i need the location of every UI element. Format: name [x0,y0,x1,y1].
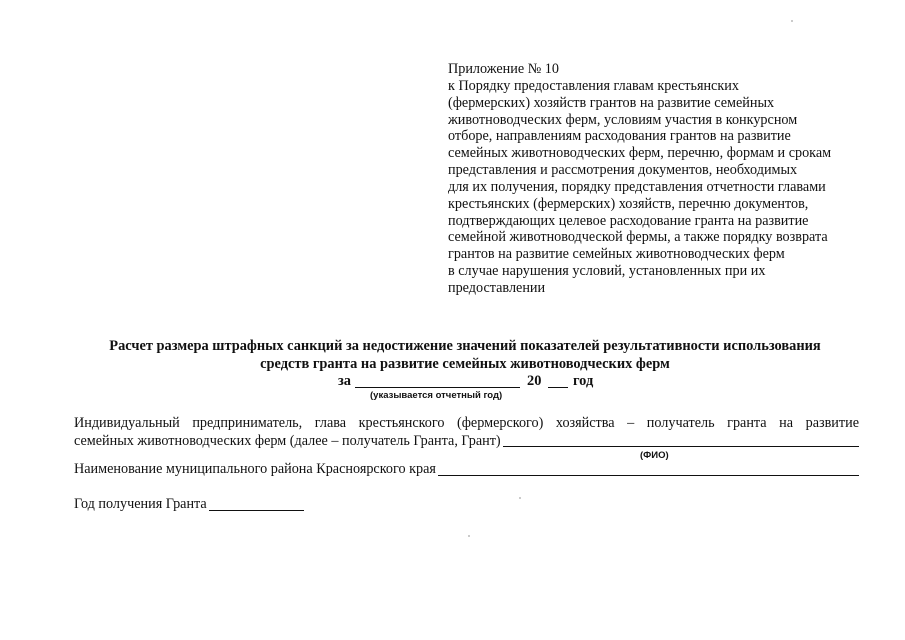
title-line-2: средств гранта на развитие семейных животноводческих ферм [260,355,670,372]
grant-year-label: Год получения Гранта [74,496,207,512]
appendix-line: к Порядку предоставления главам крестьянских [448,77,739,94]
document-title [60,338,870,373]
appendix-line: отборе, направлениям расходования грантов на развитие [448,128,791,145]
grant-year-section [74,496,304,514]
district-section [74,461,859,479]
recipient-line-1: Индивидуальный предприниматель, глава крестьянского (фермерского) хозяйства – получатель гранта на развитие [74,415,859,431]
appendix-line: крестьянских (фермерских) хозяйств, перечню документов, [448,195,809,212]
appendix-line: предоставлении [448,279,546,296]
appendix-line: в случае нарушения условий, установленных при их [448,263,766,280]
district-label: Наименование муниципального района Красноярского края [74,461,436,477]
appendix-line: для их получения, порядку представления отчетности главами [448,178,826,195]
recipient-name-field[interactable] [503,445,859,447]
title-line-1: Расчет размера штрафных санкций за недостижение значений показателей результативности использования [109,338,821,354]
appendix-line: подтверждающих целевое расходование гранта на развитие [448,212,809,229]
period-year-field[interactable] [548,373,568,393]
district-row [74,461,859,479]
period-hint: (указывается отчетный год) [370,390,503,401]
recipient-line-2-row [74,433,859,451]
appendix-line: Приложение № 10 [448,61,559,77]
appendix-line: семейных животноводческих ферм, перечню, формам и срокам [448,145,832,162]
recipient-name-hint: (ФИО) [640,450,669,461]
scan-speck [519,497,521,499]
grant-year-field[interactable] [209,509,304,511]
period-suffix: год [573,373,594,389]
recipient-line-2: семейных животноводческих ферм (далее – получатель Гранта, Грант) [74,432,501,449]
recipient-section [74,415,859,450]
appendix-line: животноводческих ферм, условиям участия в конкурсном [448,111,798,128]
grant-year-row [74,496,304,514]
period-century: 20 [527,373,542,389]
appendix-header [448,61,878,297]
appendix-line: грантов на развитие семейных животноводческих ферм [448,246,785,263]
scan-speck [791,20,793,22]
district-field[interactable] [438,474,859,476]
scan-speck [468,535,470,537]
period-prefix: за [338,373,351,389]
appendix-line: (фермерских) хозяйств грантов на развитие семейных [448,94,775,111]
appendix-line: представления и рассмотрения документов, необходимых [448,162,798,179]
appendix-line: семейной животноводческой фермы, а также порядку возврата [448,229,828,246]
